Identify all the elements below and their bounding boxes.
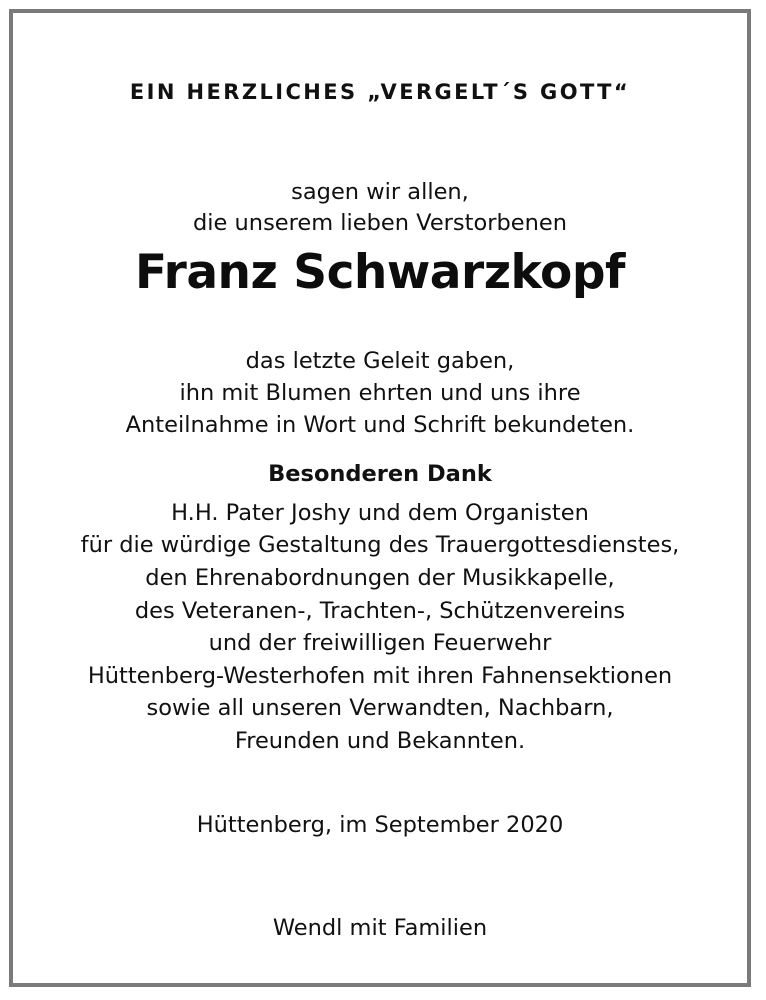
special-thanks-line: für die würdige Gestaltung des Trauergottesdienstes,: [80, 532, 680, 558]
special-thanks-line: den Ehrenabordnungen der Musikkapelle,: [145, 565, 615, 591]
signature: Wendl mit Familien: [272, 915, 488, 941]
notice-frame: [9, 9, 751, 987]
deceased-name: Franz Schwarzkopf: [135, 245, 625, 300]
special-thanks-line: Hüttenberg-Westerhofen mit ihren Fahnensektionen: [87, 663, 673, 689]
special-thanks-line: Freunden und Bekannten.: [234, 728, 526, 754]
special-thanks-title: Besonderen Dank: [268, 461, 492, 487]
special-thanks-line: sowie all unseren Verwandten, Nachbarn,: [146, 695, 614, 721]
notice-heading: EIN HERZLICHES „VERGELT´S GOTT“: [129, 80, 631, 104]
place-date: Hüttenberg, im September 2020: [196, 812, 564, 838]
thanks-line: das letzte Geleit gaben,: [245, 348, 515, 374]
thanks-line: Anteilnahme in Wort und Schrift bekundeten.: [125, 412, 635, 438]
special-thanks-line: und der freiwilligen Feuerwehr: [208, 630, 552, 656]
special-thanks-line: H.H. Pater Joshy und dem Organisten: [171, 500, 589, 526]
intro-line: die unserem lieben Verstorbenen: [193, 210, 567, 236]
intro-line: sagen wir allen,: [291, 179, 469, 205]
special-thanks-line: des Veteranen-, Trachten-, Schützenvereins: [134, 598, 626, 624]
thanks-line: ihn mit Blumen ehrten und uns ihre: [179, 380, 581, 406]
